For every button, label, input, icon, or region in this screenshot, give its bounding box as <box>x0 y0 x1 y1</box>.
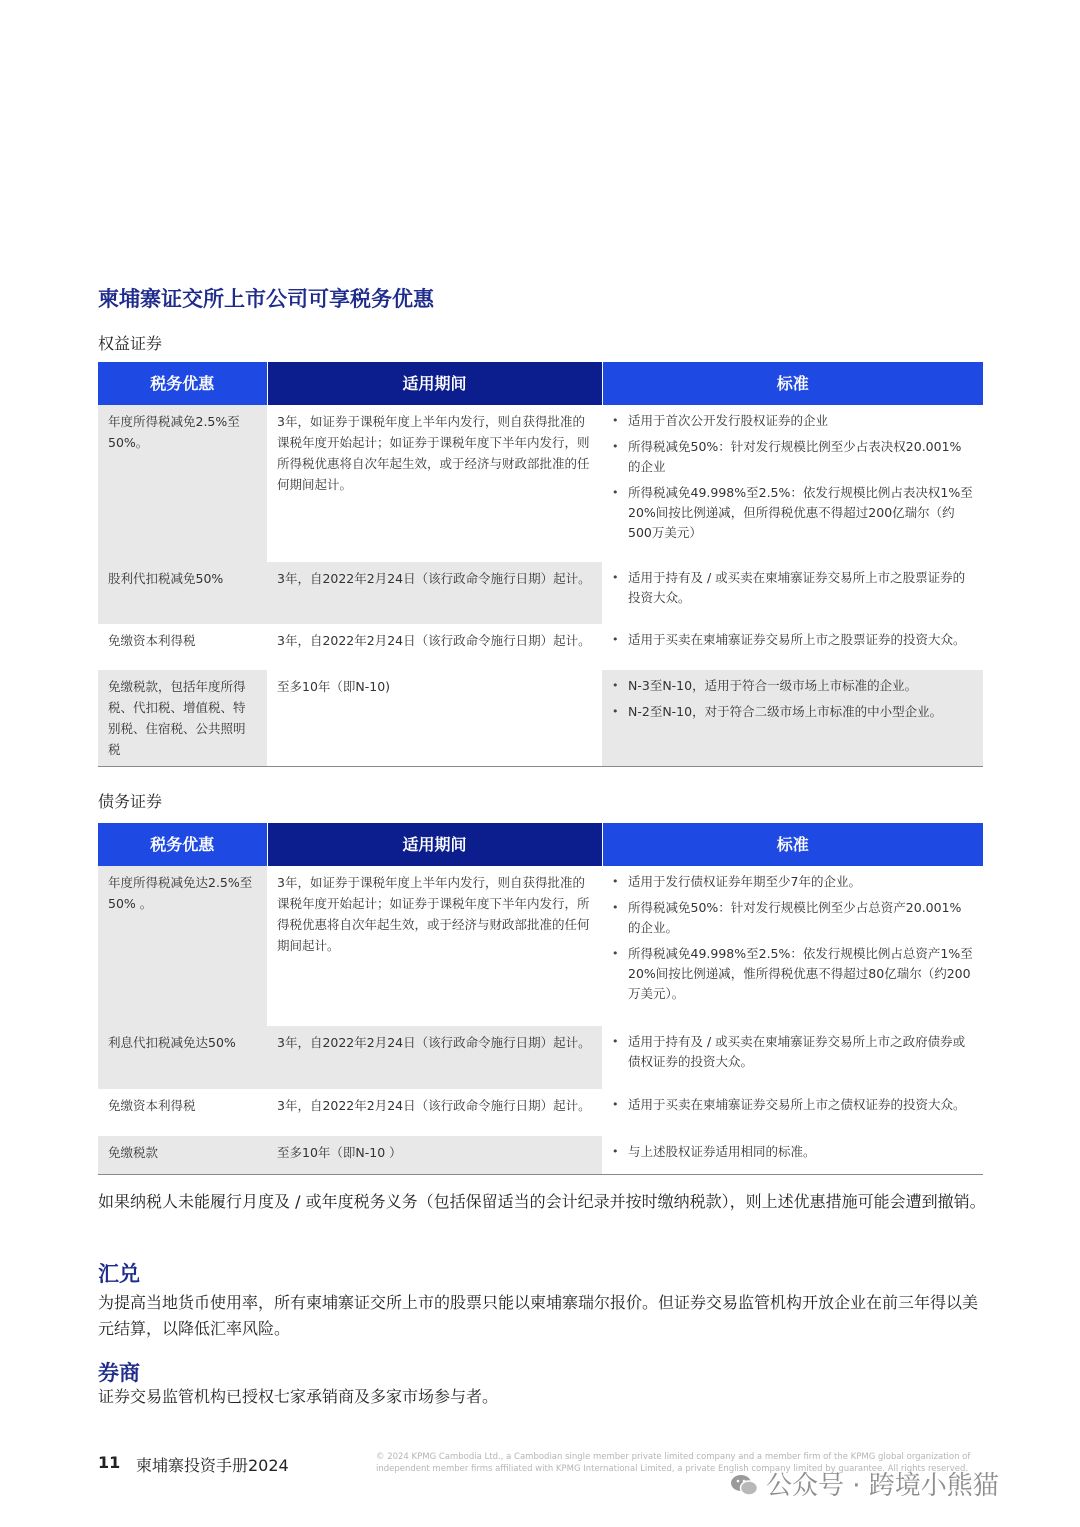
list-item: • 适用于持有及 / 或买卖在柬埔寨证券交易所上市之股票证券的投资大众。 <box>628 568 973 608</box>
column-header-benefit: 税务优惠 <box>98 362 267 405</box>
period-cell: 3年，自2022年2月24日（该行政命令施行日期）起计。 <box>267 562 602 624</box>
column-header-period: 适用期间 <box>267 823 602 866</box>
period-cell: 至多10年（即N-10) <box>267 670 602 767</box>
column-header-benefit: 税务优惠 <box>98 823 267 866</box>
benefit-cell: 免缴税款 <box>98 1136 267 1175</box>
table-row <box>98 562 983 624</box>
list-item: • 所得税减免50%：针对发行规模比例至少占表决权20.001%的企业 <box>628 437 973 477</box>
criteria-cell <box>602 562 983 624</box>
watermark <box>730 1465 999 1502</box>
list-item: • 适用于发行债权证券年期至少7年的企业。 <box>628 872 973 892</box>
table-row <box>98 1089 983 1136</box>
list-item: • 所得税减免49.998%至2.5%：依发行规模比例占总资产1%至20%间按比例递减，惟所得税优惠不得超过80亿瑞尔（约200万美元）。 <box>628 944 973 1004</box>
equity-subtitle: 权益证券 <box>98 334 163 353</box>
wechat-icon <box>730 1473 758 1495</box>
exchange-heading: 汇兑 <box>98 1262 140 1286</box>
column-header-period: 适用期间 <box>267 362 602 405</box>
table-row <box>98 405 983 562</box>
table-row <box>98 1026 983 1089</box>
footer-doc-title: 柬埔寨投资手册2024 <box>136 1456 289 1475</box>
watermark-text: 公众号 · 跨境小熊猫 <box>766 1471 999 1501</box>
period-cell: 3年，自2022年2月24日（该行政命令施行日期）起计。 <box>277 1098 591 1113</box>
list-item: • N-3至N-10，适用于符合一级市场上市标准的企业。 <box>628 676 973 696</box>
list-item: • N-2至N-10，对于符合二级市场上市标准的中小型企业。 <box>628 702 973 722</box>
period-cell: 至多10年（即N-10 ） <box>267 1136 602 1175</box>
benefit-cell: 利息代扣税减免达50% <box>98 1026 267 1089</box>
criteria-cell <box>602 1089 983 1136</box>
period-cell: 3年，自2022年2月24日（该行政命令施行日期）起计。 <box>277 633 591 648</box>
table-row <box>98 1136 983 1175</box>
benefit-cell: 年度所得税减免达2.5%至50% 。 <box>98 866 267 1026</box>
benefit-cell: 股利代扣税减免50% <box>98 562 267 624</box>
list-item: • 适用于买卖在柬埔寨证券交易所上市之债权证券的投资大众。 <box>628 1095 973 1115</box>
benefit-cell: 免缴资本利得税 <box>108 1098 196 1113</box>
list-item: • 适用于持有及 / 或买卖在柬埔寨证券交易所上市之政府债券或债权证券的投资大众。 <box>628 1032 973 1072</box>
criteria-cell <box>602 1136 983 1175</box>
criteria-cell <box>602 670 983 767</box>
column-header-criteria: 标准 <box>602 823 983 866</box>
table-row <box>98 670 983 767</box>
period-cell: 3年，如证券于课税年度上半年内发行，则自获得批准的课税年度开始起计；如证券于课税年度下半年内发行，则所得税优惠将自次年起生效，或于经济与财政部批准的任何期间起计。 <box>267 405 602 562</box>
benefit-cell: 免缴税款，包括年度所得税、代扣税、增值税、特别税、住宿税、公共照明税 <box>98 670 267 767</box>
page-number: 11 <box>98 1453 121 1472</box>
list-item: • 所得税减免49.998%至2.5%：依发行规模比例占表决权1%至20%间按比例递减，但所得税优惠不得超过200亿瑞尔（约500万美元） <box>628 483 973 543</box>
page-title: 柬埔寨证交所上市公司可享税务优惠 <box>98 287 434 311</box>
list-item: • 适用于首次公开发行股权证券的企业 <box>628 411 973 431</box>
benefit-cell: 免缴资本利得税 <box>108 633 196 648</box>
exchange-text: 为提高当地货币使用率，所有柬埔寨证交所上市的股票只能以柬埔寨瑞尔报价。但证券交易监管机构开放企业在前三年得以美元结算，以降低汇率风险。 <box>98 1293 979 1338</box>
list-item: • 与上述股权证券适用相同的标准。 <box>628 1142 973 1162</box>
brokers-heading: 券商 <box>98 1361 140 1385</box>
equity-table <box>98 362 983 767</box>
benefit-cell: 年度所得税减免2.5%至50%。 <box>98 405 267 562</box>
criteria-cell <box>602 405 983 562</box>
period-cell: 3年，如证券于课税年度上半年内发行，则自获得批准的课税年度开始起计；如证券于课税年度下半年内发行，所得税优惠将自次年起生效，或于经济与财政部批准的任何期间起计。 <box>277 875 590 953</box>
revocation-note: 如果纳税人未能履行月度及 / 或年度税务义务（包括保留适当的会计纪录并按时缴纳税款），则上述优惠措施可能会遭到撤销。 <box>98 1192 986 1211</box>
list-item: • 所得税减免50%：针对发行规模比例至少占总资产20.001%的企业。 <box>628 898 973 938</box>
debt-subtitle: 债务证券 <box>98 792 163 811</box>
criteria-cell <box>602 1026 983 1089</box>
table-row <box>98 866 983 1026</box>
list-item: • 适用于买卖在柬埔寨证券交易所上市之股票证券的投资大众。 <box>628 630 973 650</box>
period-cell: 3年，自2022年2月24日（该行政命令施行日期）起计。 <box>267 1026 602 1089</box>
criteria-cell <box>602 866 983 1026</box>
column-header-criteria: 标准 <box>602 362 983 405</box>
criteria-cell <box>602 624 983 670</box>
table-row <box>98 624 983 670</box>
brokers-text: 证券交易监管机构已授权七家承销商及多家市场参与者。 <box>98 1387 499 1406</box>
copyright-notice: © 2024 KPMG Cambodia Ltd., a Cambodian single member private limited company and a member firm of the KPMG global organization of independent member firms affiliated with KPMG International Limited, a private English company limited by guarantee. All rights reserved. <box>376 1452 971 1474</box>
debt-table <box>98 823 983 1175</box>
